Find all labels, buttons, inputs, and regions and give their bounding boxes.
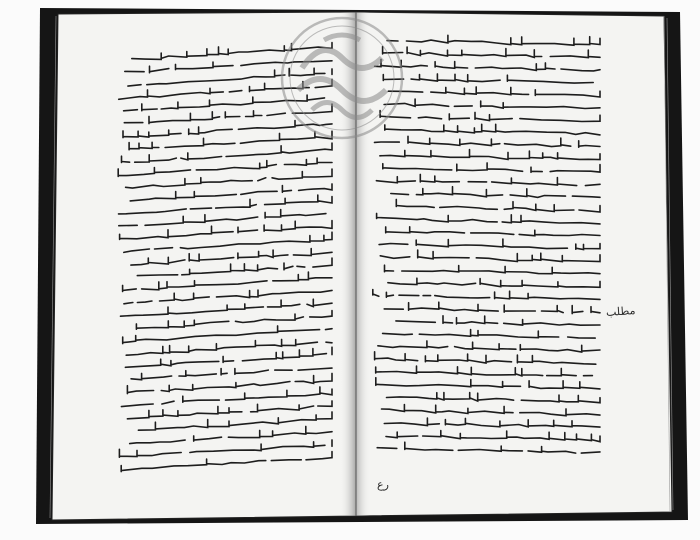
- margin-note: مطلب: [605, 303, 636, 320]
- right-page: [356, 12, 672, 516]
- gutter-shadow: [340, 12, 370, 516]
- left-page: [52, 12, 356, 520]
- folio-number: رع: [377, 478, 389, 491]
